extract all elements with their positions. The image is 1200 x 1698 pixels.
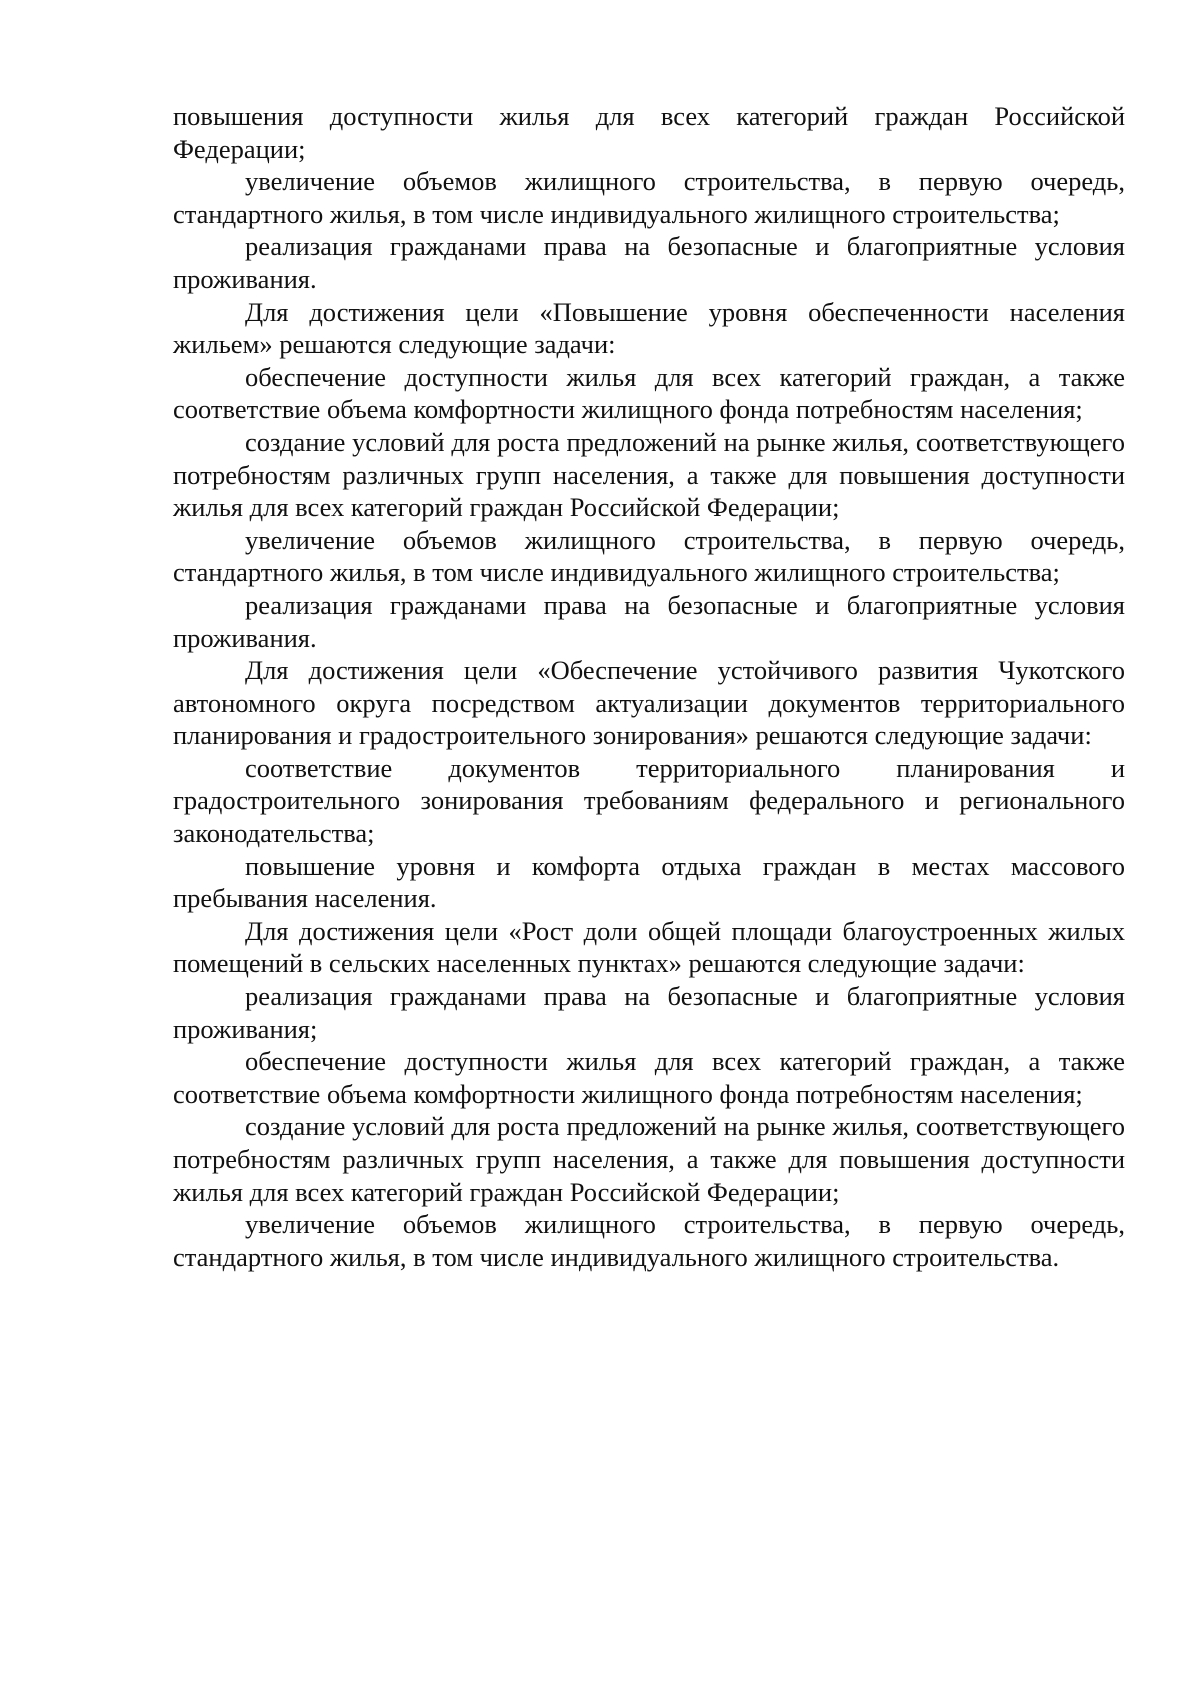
paragraph: реализация гражданами права на безопасные и благоприятные условия проживания. [173,589,1125,653]
paragraph: увеличение объемов жилищного строительства, в первую очередь, стандартного жилья, в том числе индивидуального жилищного строительства. [173,1209,1125,1272]
paragraph: обеспечение доступности жилья для всех категорий граждан, а также соответствие объема комфортности жилищного фонда потребностям населения; [173,1046,1125,1109]
paragraph: соответствие документов территориального планирования и градостроительного зонирования требованиям федерального и регионального законодательства; [173,752,1125,849]
paragraph: реализация гражданами права на безопасные и благоприятные условия проживания. [173,231,1125,294]
paragraph: реализация гражданами права на безопасные и благоприятные условия проживания; [173,981,1125,1044]
paragraph: увеличение объемов жилищного строительства, в первую очередь, стандартного жилья, в том числе индивидуального жилищного строительства; [173,166,1125,229]
paragraph: создание условий для роста предложений на рынке жилья, соответствующего потребностям различных групп населения, а также для повышения доступности жилья для всех категорий граждан Российской Федерации; [173,1111,1125,1207]
paragraph: создание условий для роста предложений на рынке жилья, соответствующего потребностям различных групп населения, а также для повышения доступности жилья для всех категорий граждан Российской Федерации; [173,426,1125,523]
paragraph: увеличение объемов жилищного строительства, в первую очередь, стандартного жилья, в том числе индивидуального жилищного строительства; [173,524,1125,588]
paragraph: обеспечение доступности жилья для всех категорий граждан, а также соответствие объема комфортности жилищного фонда потребностям населения; [173,361,1125,425]
paragraph-continuation: повышения доступности жилья для всех категорий граждан Российской Федерации; [173,101,1125,164]
paragraph: Для достижения цели «Повышение уровня обеспеченности населения жильем» решаются следующие задачи: [173,296,1125,360]
paragraph: Для достижения цели «Рост доли общей площади благоустроенных жилых помещений в сельских населенных пунктах» решаются следующие задачи: [173,915,1125,979]
paragraph: повышение уровня и комфорта отдыха граждан в местах массового пребывания населения. [173,850,1125,914]
document-page [173,100,1125,1273]
paragraph: Для достижения цели «Обеспечение устойчивого развития Чукотского автономного округа посредством актуализации документов территориального планирования и градостроительного зонирования» решаются следующие задачи: [173,655,1125,751]
